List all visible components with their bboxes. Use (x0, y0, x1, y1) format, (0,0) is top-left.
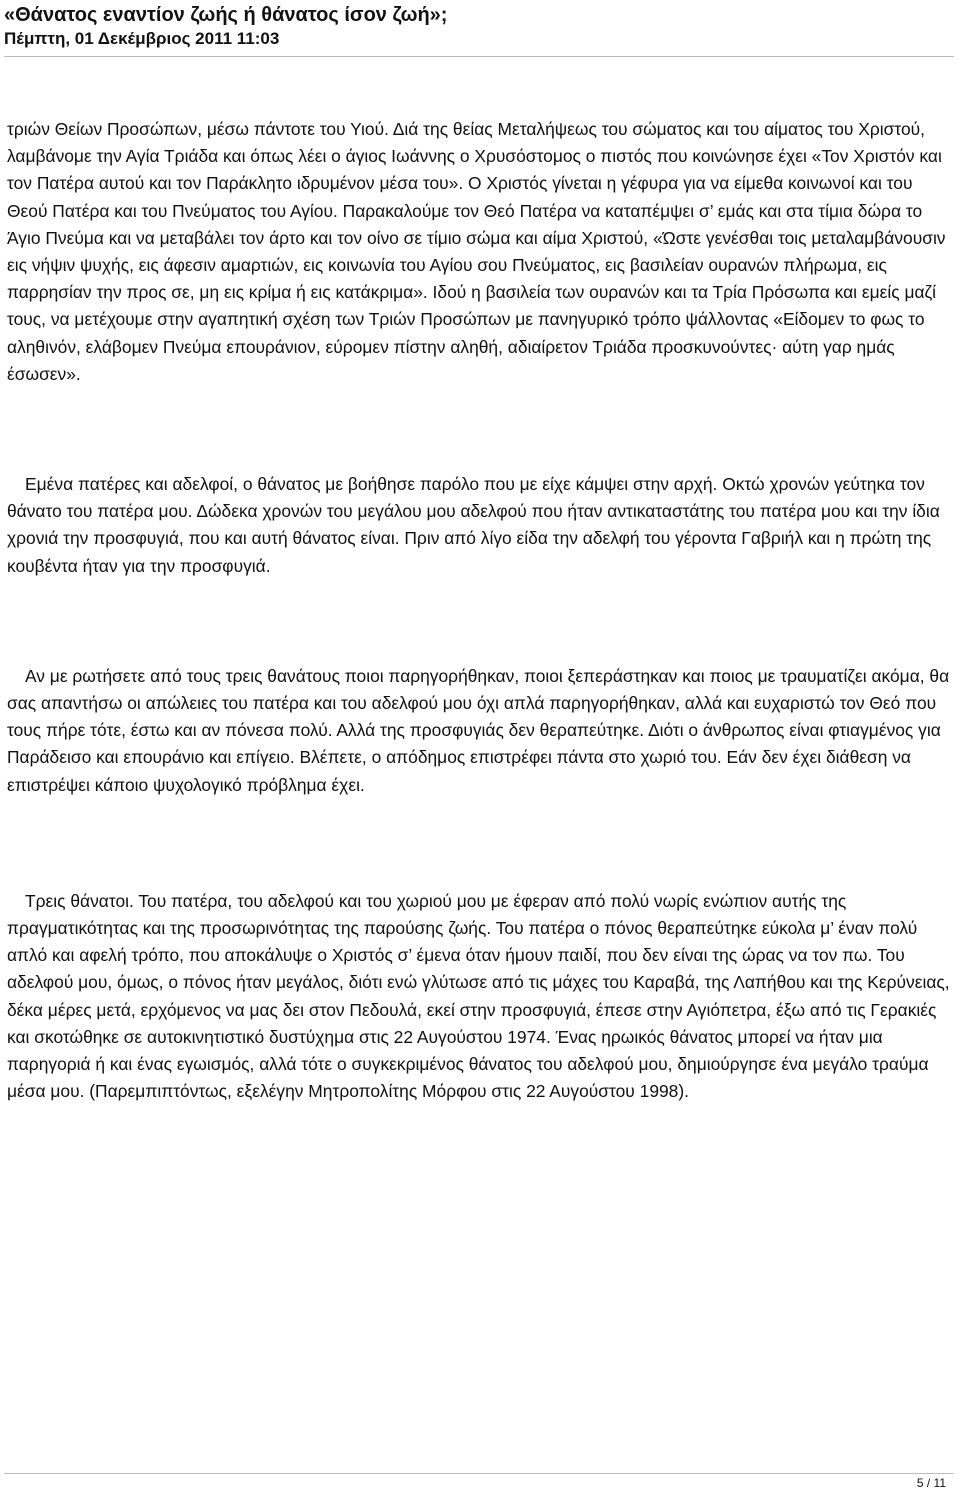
page-footer (4, 1473, 954, 1490)
article-body (7, 116, 953, 1105)
paragraph-deaths-intro: Εμένα πατέρες και αδελφοί, ο θάνατος με βοήθησε παρόλο που με είχε κάμψει στην αρχή. Οκτώ χρονών γεύτηκα τον θάνατο του πατέρα μου. Δώδεκα χρονών του μεγάλου μου αδελφού που ήταν αντικαταστάτης του πατέρα μου και την ίδια χρονιά την προσφυγιά, που και αυτή θάνατος είναι. Πριν από λίγο είδα την αδελφή του γέροντα Γαβριήλ και η πρώτη της κουβέντα ήταν για την προσφυγιά. (7, 474, 940, 576)
header-divider (4, 56, 954, 57)
footer-divider (4, 1473, 954, 1474)
page-number: 5 / 11 (916, 1476, 946, 1490)
paragraph-three-deaths: Αν με ρωτήσετε από τους τρεις θανάτους ποιοι παρηγορήθηκαν, ποιοι ξεπεράστηκαν και ποιος με τραυματίζει ακόμα, θα σας απαντήσω οι απώλειες του πατέρα και του αδελφού μου όχι απλά παρηγορήθηκαν, αλλά και ευχαριστώ τον Θεό που τους πήρε τότε, έστω και αν πόνεσα πολύ. Αλλά της προσφυγιάς δεν θεραπεύτηκε. Διότι ο άνθρωπος είναι φτιαγμένος για Παράδεισο και επουράνιο και επίγειο. Βλέπετε, ο απόδημος επιστρέφει πάντα στο χωριό του. Εάν δεν έχει διάθεση να επιστρέψει κάποιο ψυχολογικό πρόβλημα έχει. (7, 665, 950, 795)
paragraph-continuation: τριών Θείων Προσώπων, μέσω πάντοτε του Υιού. Διά της θείας Μεταλήψεως του σώματος και του αίματος του Χριστού, λαμβάνομε την Αγία Τριάδα και όπως λέει ο άγιος Ιωάννης ο Χρυσόστομος ο πιστός που κοινώνησε έχει «Τον Χριστόν και τον Πατέρα αυτού και τον Παράκλητο ιδρυμένον μέσα του». Ο Χριστός γίνεται η γέφυρα για να είμεθα κοινωνοί και του Θεού Πατέρα και του Πνεύματος του Αγίου. Παρακαλούμε τον Θεό Πατέρα να καταπέμψει σ’ εμάς και στα τίμια δώρα το Άγιο Πνεύμα και να μεταβάλει τον άρτο και τον οίνο σε τίμιο σώμα και αίμα Χριστού, «Ώστε γενέσθαι τοις μεταλαμβάνουσιν εις νήψιν ψυχής, εις άφεσιν αμαρτιών, εις κοινωνία του Αγίου σου Πνεύματος, εις βασιλείαν ουρανών πλήρωμα, εις παρρησίαν την προς σε, μη εις κρίμα ή εις κατάκριμα». Ιδού η βασιλεία των ουρανών και τα Τρία Πρόσωπα και εμείς μαζί τους, να μετέχουμε στην αγαπητική σχέση των Τριών Προσώπων με πανηγυρικό τρόπο ψάλλοντας «Είδομεν το φως το αληθινόν, ελάβομεν Πνεύμα επουράνιον, εύρομεν πίστην αληθή, αδιαίρετον Τριάδα προσκυνούντες· αύτη γαρ ημάς έσωσεν». (7, 119, 946, 384)
paragraph-three-deaths-detail: Τρεις θάνατοι. Του πατέρα, του αδελφού και του χωριού μου με έφεραν από πολύ νωρίς ενώπιον αυτής της πραγματικότητας και της προσωρινότητας της παρούσης ζωής. Του πατέρα ο πόνος θεραπεύτηκε εύκολα μ’ έναν πολύ απλό και αφελή τρόπο, που αποκάλυψε ο Χριστός σ’ έμενα όταν ήμουν παιδί, που δεν είναι της ώρας να τον πω. Του αδελφού μου, όμως, ο πόνος ήταν μεγάλος, διότι ενώ γλύτωσε από τις μάχες του Καραβά, της Λαπήθου και της Κερύνειας, δέκα μέρες μετά, ερχόμενος να μας δει στον Πεδουλά, εκεί στην προσφυγιά, έπεσε στην Αγιόπετρα, έξω από τις Γερακιές και σκοτώθηκε σε αυτοκινητιστικό δυστύχημα στις 22 Αυγούστου 1974. Ένας ηρωικός θάνατος μπορεί να ήταν μια παρηγοριά ή και ένας εγωισμός, αλλά τότε ο συγκεκριμένος θάνατος του αδελφού μου, δημιούργησε ένα μεγάλο τραύμα μέσα μου. (Παρεμπιπτόντως, εξελέγην Μητροπολίτης Μόρφου στις 22 Αυγούστου 1998). (7, 890, 950, 1102)
article-date: Πέμπτη, 01 Δεκέμβριος 2011 11:03 (4, 29, 280, 48)
article-title: «Θάνατος εναντίον ζωής ή θάνατος ίσον ζωή»; (4, 4, 448, 26)
page-header (4, 0, 954, 57)
